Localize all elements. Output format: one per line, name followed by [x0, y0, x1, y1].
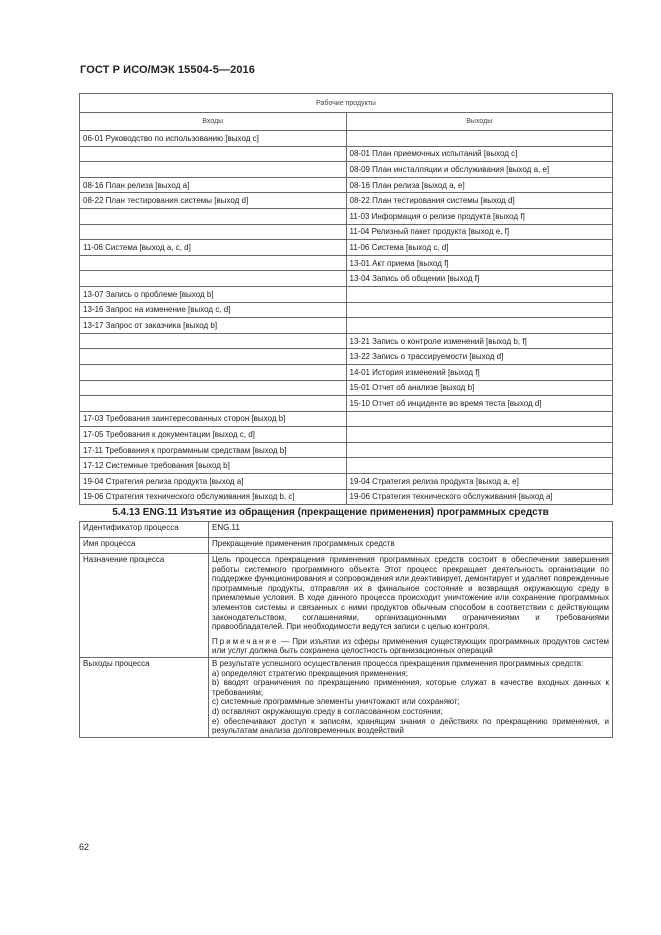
input-cell: 19-04 Стратегия релиза продукта [выход a] — [80, 474, 347, 490]
output-cell — [346, 442, 613, 458]
output-cell: 08-22 План тестирования системы [выход d] — [346, 193, 613, 209]
output-cell: 13-21 Запись о контроле изменений [выход b, f] — [346, 333, 613, 349]
process-outcomes-row — [80, 657, 613, 737]
input-cell — [80, 364, 347, 380]
table-row — [80, 271, 613, 287]
table-row — [80, 442, 613, 458]
input-cell: 11-06 Система [выход a, c, d] — [80, 240, 347, 256]
outcome-item: В результате успешного осуществления процесса прекращения применения программных средств: — [212, 658, 584, 668]
table-row — [80, 224, 613, 240]
input-cell — [80, 224, 347, 240]
output-cell — [346, 286, 613, 302]
process-id-label: Идентификатор процесса — [80, 522, 209, 538]
process-purpose-row — [80, 554, 613, 658]
input-cell: 13-07 Запись о проблеме [выход b] — [80, 286, 347, 302]
process-purpose-cell — [209, 554, 613, 658]
output-cell — [346, 427, 613, 443]
outcome-item: b) вводят ограничения по прекращению применения, которые служат в качестве входных данных к требованиям; — [212, 678, 609, 697]
output-cell: 15-01 Отчет об анализе [выход b] — [346, 380, 613, 396]
table-row — [80, 286, 613, 302]
input-cell — [80, 271, 347, 287]
inputs-column-header: Входы — [80, 113, 347, 131]
input-cell — [80, 255, 347, 271]
input-cell — [80, 333, 347, 349]
output-cell: 13-04 Запись об общении [выход f] — [346, 271, 613, 287]
process-id-row — [80, 522, 613, 538]
table-row — [80, 458, 613, 474]
output-cell: 19-04 Стратегия релиза продукта [выход a, e] — [346, 474, 613, 490]
process-name-label: Имя процесса — [80, 538, 209, 554]
note-label: Примечание — [212, 636, 279, 646]
work-products-table — [79, 93, 613, 505]
process-name-row — [80, 538, 613, 554]
input-cell: 17-05 Требования к документации [выход c, d] — [80, 427, 347, 443]
process-purpose-text: Цель процесса прекращения применения программных средств состоит в обеспечении завершения работы системного программного объекта Этот процесс прекращает деятельность организации по поддержке функционирования и сопровождения или деактивирует, демонтирует и удаляет поврежденные программные продукты, отправляя их в финальное состояние и возвращая окружающую среду в приемлемые условия. В ходе данного процесса происходит уничтожение или сохранение программных элементов системы и связанных с ними продуктов обычным способом в соответствии с действующим законодательством, соглашениями, организационными ограничениями и требованиями правообладателей. При необходимости ведутся записи с целью контроля. — [212, 555, 609, 632]
table-row — [80, 162, 613, 178]
output-cell: 13-01 Акт приема [выход f] — [346, 255, 613, 271]
table-row — [80, 255, 613, 271]
process-id-value: ENG.11 — [209, 522, 613, 538]
output-cell — [346, 411, 613, 427]
table-row — [80, 131, 613, 147]
table-row — [80, 208, 613, 224]
table-row — [80, 318, 613, 334]
table-row — [80, 380, 613, 396]
table-row — [80, 302, 613, 318]
table-row — [80, 333, 613, 349]
input-cell — [80, 208, 347, 224]
output-cell — [346, 131, 613, 147]
input-cell: 06-01 Руководство по использованию [выход c] — [80, 131, 347, 147]
output-cell: 08-16 План релиза [выход a, e] — [346, 177, 613, 193]
input-cell: 19-06 Стратегия технического обслуживания [выход b, c] — [80, 489, 347, 505]
process-name-value: Прекращение применения программных средств — [209, 538, 613, 554]
outcome-item: a) определяют стратегию прекращения применения; — [212, 668, 408, 678]
table-row — [80, 240, 613, 256]
input-cell — [80, 349, 347, 365]
input-cell: 13-16 Запрос на изменение [выход c, d] — [80, 302, 347, 318]
input-cell — [80, 396, 347, 412]
output-cell: 11-04 Релизный пакет продукта [выход e, f] — [346, 224, 613, 240]
input-cell: 08-16 План релиза [выход a] — [80, 177, 347, 193]
work-products-title: Рабочие продукты — [80, 94, 613, 113]
page-number: 62 — [79, 842, 90, 852]
process-outcomes-cell — [209, 657, 613, 737]
output-cell — [346, 302, 613, 318]
input-cell: 17-11 Требования к программным средствам [выход b] — [80, 442, 347, 458]
input-cell — [80, 162, 347, 178]
process-note — [212, 637, 609, 656]
input-cell — [80, 380, 347, 396]
document-header: ГОСТ Р ИСО/МЭК 15504-5—2016 — [80, 64, 255, 76]
output-cell — [346, 318, 613, 334]
table-row — [80, 364, 613, 380]
output-cell: 08-09 План инсталляции и обслуживания [выход a, e] — [346, 162, 613, 178]
table-row — [80, 474, 613, 490]
table-row — [80, 349, 613, 365]
table-row — [80, 411, 613, 427]
outcome-item: d) оставляют окружающую среду в согласованном состоянии; — [212, 706, 443, 716]
output-cell: 11-03 Информация о релизе продукта [выход f] — [346, 208, 613, 224]
table-row — [80, 396, 613, 412]
input-cell: 17-03 Требования заинтересованных сторон [выход b] — [80, 411, 347, 427]
table-row — [80, 193, 613, 209]
output-cell: 14-01 История изменений [выход f] — [346, 364, 613, 380]
output-cell: 11-06 Система [выход c, d] — [346, 240, 613, 256]
input-cell: 08-22 План тестирования системы [выход d] — [80, 193, 347, 209]
table-row — [80, 146, 613, 162]
output-cell: 13-22 Запись о трассируемости [выход d] — [346, 349, 613, 365]
output-cell: 08-01 План приемочных испытаний [выход c] — [346, 146, 613, 162]
section-title: 5.4.13 ENG.11 Изъятие из обращения (прекращение применения) программных средств — [112, 507, 549, 518]
output-cell — [346, 458, 613, 474]
outcome-item: c) системные программные элементы уничтожают или сохраняют; — [212, 697, 460, 707]
table-row — [80, 489, 613, 505]
table-row — [80, 177, 613, 193]
output-cell: 19-06 Стратегия технического обслуживания [выход a] — [346, 489, 613, 505]
input-cell: 17-12 Системные требования [выход b] — [80, 458, 347, 474]
outputs-column-header: Выходы — [346, 113, 613, 131]
process-outcomes-label: Выходы процесса — [80, 657, 209, 737]
output-cell: 15-10 Отчет об инциденте во время теста [выход d] — [346, 396, 613, 412]
table-row — [80, 427, 613, 443]
process-table — [79, 521, 613, 738]
process-purpose-label: Назначение процесса — [80, 554, 209, 658]
note-text: — При изъятии из сферы применения существующих программных продуктов систем или услуг должна быть сохранена целостность организационных операций — [212, 636, 609, 656]
input-cell: 13-17 Запрос от заказчика [выход b] — [80, 318, 347, 334]
outcome-item: e) обеспечивают доступ к записям, хранящим знания о действиях по прекращению применения, и результатам анализа долговременных воздействий — [212, 716, 609, 736]
input-cell — [80, 146, 347, 162]
